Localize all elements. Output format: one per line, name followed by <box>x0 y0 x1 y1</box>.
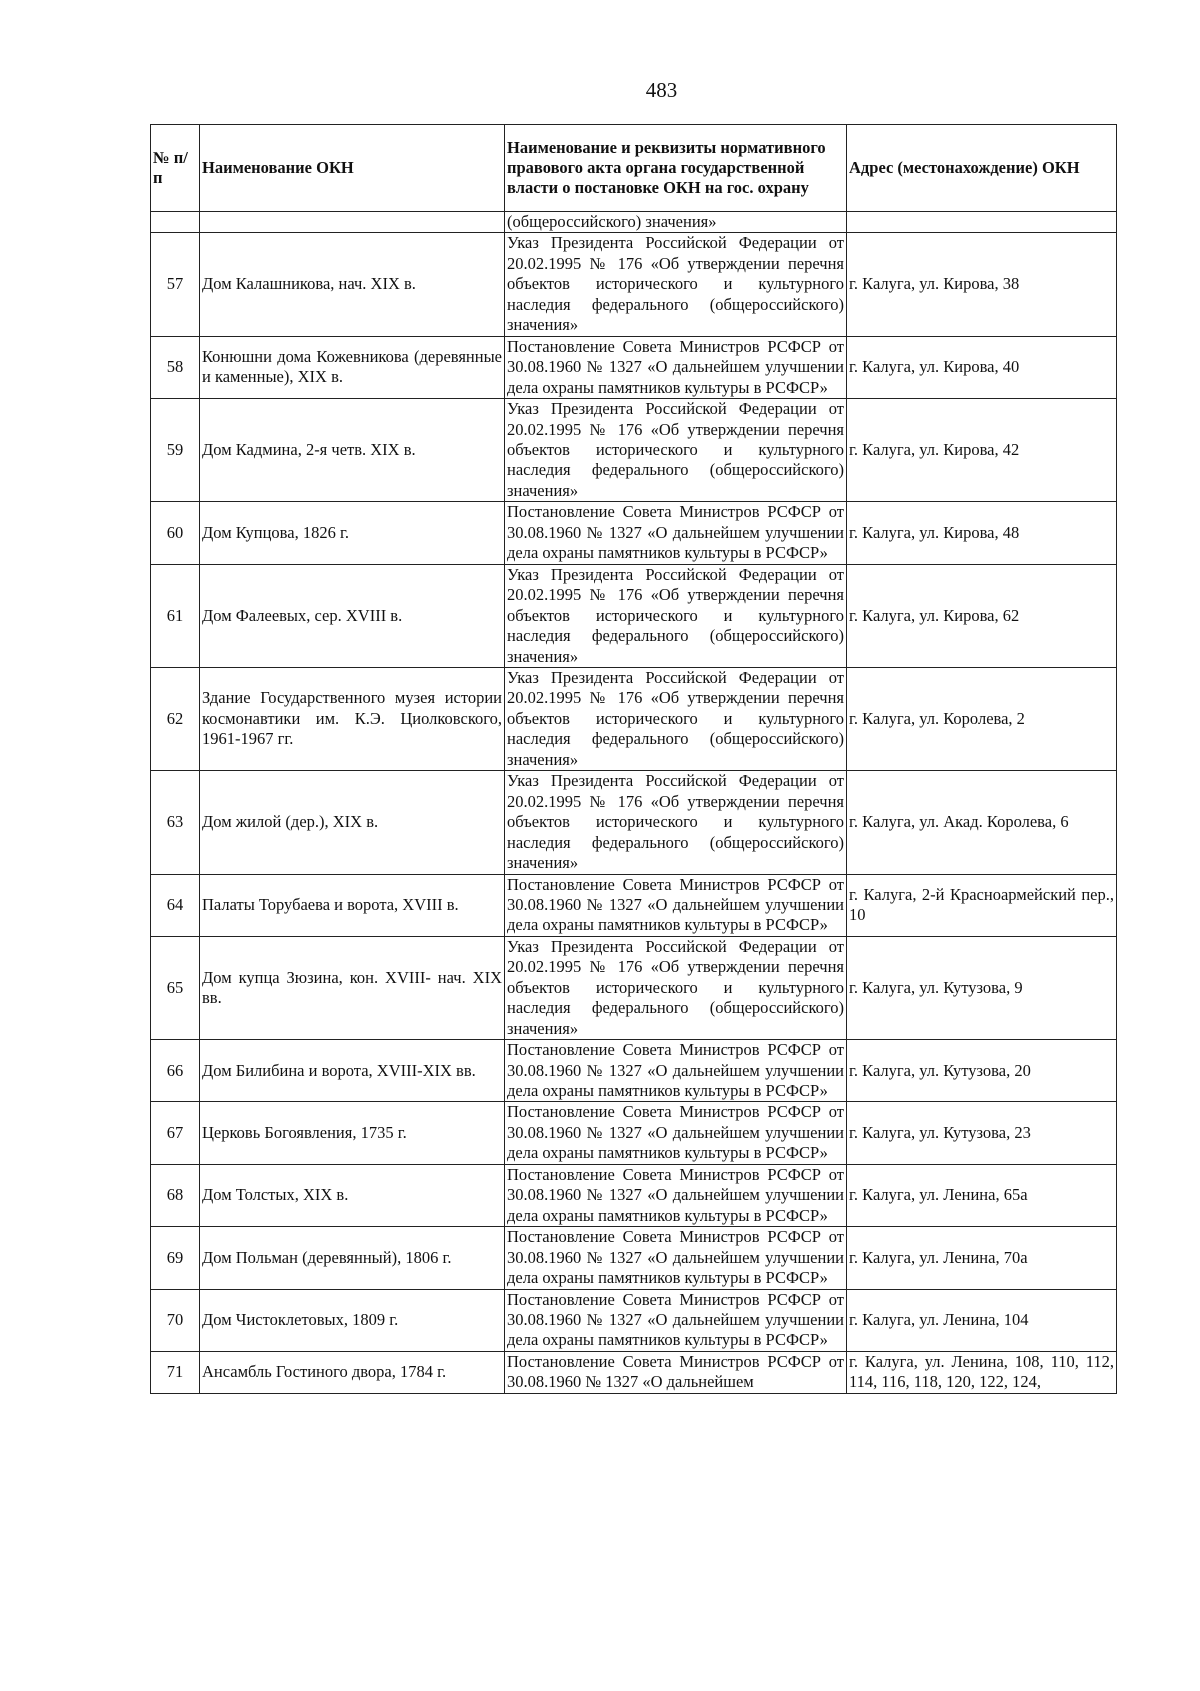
row-number: 66 <box>151 1040 200 1102</box>
okn-name: Дом жилой (дер.), XIX в. <box>200 771 505 874</box>
table-row <box>151 874 1117 936</box>
okn-name: Палаты Торубаева и ворота, XVIII в. <box>200 874 505 936</box>
table-row <box>151 399 1117 502</box>
legal-act: Постановление Совета Министров РСФСР от 30.08.1960 № 1327 «О дальнейшем улучшении дела охраны памятников культуры в РСФСР» <box>505 1227 847 1289</box>
continuation-row <box>151 212 1117 233</box>
continuation-name <box>200 212 505 233</box>
legal-act: Постановление Совета Министров РСФСР от 30.08.1960 № 1327 «О дальнейшем улучшении дела охраны памятников культуры в РСФСР» <box>505 1040 847 1102</box>
table-row <box>151 1351 1117 1393</box>
header-num: № п/п <box>151 125 200 212</box>
header-name: Наименование ОКН <box>200 125 505 212</box>
table-header <box>151 125 1117 212</box>
table-row <box>151 564 1117 667</box>
row-number: 68 <box>151 1164 200 1226</box>
okn-name: Конюшни дома Кожевникова (деревянные и каменные), XIX в. <box>200 336 505 398</box>
table-row <box>151 1289 1117 1351</box>
okn-address: г. Калуга, ул. Кирова, 62 <box>847 564 1117 667</box>
okn-name: Дом Калашникова, нач. XIX в. <box>200 233 505 336</box>
okn-address: г. Калуга, ул. Кирова, 38 <box>847 233 1117 336</box>
okn-name: Дом Кадмина, 2-я четв. XIX в. <box>200 399 505 502</box>
table-row <box>151 771 1117 874</box>
okn-name: Дом Толстых, XIX в. <box>200 1164 505 1226</box>
legal-act: Постановление Совета Министров РСФСР от 30.08.1960 № 1327 «О дальнейшем улучшении дела охраны памятников культуры в РСФСР» <box>505 1289 847 1351</box>
row-number: 57 <box>151 233 200 336</box>
legal-act: Постановление Совета Министров РСФСР от 30.08.1960 № 1327 «О дальнейшем улучшении дела охраны памятников культуры в РСФСР» <box>505 874 847 936</box>
okn-name: Дом купца Зюзина, кон. XVIII- нач. XIX вв. <box>200 936 505 1039</box>
okn-name: Церковь Богоявления, 1735 г. <box>200 1102 505 1164</box>
legal-act: Постановление Совета Министров РСФСР от 30.08.1960 № 1327 «О дальнейшем <box>505 1351 847 1393</box>
okn-address: г. Калуга, 2-й Красноармейский пер., 10 <box>847 874 1117 936</box>
legal-act: Постановление Совета Министров РСФСР от 30.08.1960 № 1327 «О дальнейшем улучшении дела охраны памятников культуры в РСФСР» <box>505 1102 847 1164</box>
row-number: 59 <box>151 399 200 502</box>
okn-name: Дом Купцова, 1826 г. <box>200 502 505 564</box>
table-row <box>151 502 1117 564</box>
continuation-num <box>151 212 200 233</box>
continuation-address <box>847 212 1117 233</box>
table-row <box>151 233 1117 336</box>
table-row <box>151 336 1117 398</box>
header-address: Адрес (местонахождение) ОКН <box>847 125 1117 212</box>
row-number: 69 <box>151 1227 200 1289</box>
row-number: 63 <box>151 771 200 874</box>
table-row <box>151 1164 1117 1226</box>
row-number: 58 <box>151 336 200 398</box>
okn-address: г. Калуга, ул. Ленина, 65а <box>847 1164 1117 1226</box>
okn-address: г. Калуга, ул. Кутузова, 20 <box>847 1040 1117 1102</box>
okn-name: Ансамбль Гостиного двора, 1784 г. <box>200 1351 505 1393</box>
okn-address: г. Калуга, ул. Кутузова, 9 <box>847 936 1117 1039</box>
legal-act: Постановление Совета Министров РСФСР от 30.08.1960 № 1327 «О дальнейшем улучшении дела охраны памятников культуры в РСФСР» <box>505 1164 847 1226</box>
row-number: 62 <box>151 667 200 770</box>
row-number: 60 <box>151 502 200 564</box>
okn-name: Дом Фалеевых, сер. XVIII в. <box>200 564 505 667</box>
row-number: 64 <box>151 874 200 936</box>
okn-address: г. Калуга, ул. Кирова, 42 <box>847 399 1117 502</box>
okn-address: г. Калуга, ул. Ленина, 70а <box>847 1227 1117 1289</box>
okn-name: Дом Билибина и ворота, XVIII-XIX вв. <box>200 1040 505 1102</box>
table-row <box>151 667 1117 770</box>
row-number: 67 <box>151 1102 200 1164</box>
okn-address: г. Калуга, ул. Королева, 2 <box>847 667 1117 770</box>
okn-address: г. Калуга, ул. Акад. Королева, 6 <box>847 771 1117 874</box>
continuation-act: (общероссийского) значения» <box>505 212 847 233</box>
page-number: 483 <box>645 78 678 102</box>
okn-name: Дом Чистоклетовых, 1809 г. <box>200 1289 505 1351</box>
legal-act: Указ Президента Российской Федерации от 20.02.1995 № 176 «Об утверждении перечня объектов исторического и культурного наследия федерального (общероссийского) значения» <box>505 233 847 336</box>
row-number: 61 <box>151 564 200 667</box>
okn-address: г. Калуга, ул. Кирова, 48 <box>847 502 1117 564</box>
okn-name: Дом Польман (деревянный), 1806 г. <box>200 1227 505 1289</box>
table-body <box>151 212 1117 1394</box>
legal-act: Указ Президента Российской Федерации от 20.02.1995 № 176 «Об утверждении перечня объектов исторического и культурного наследия федерального (общероссийского) значения» <box>505 399 847 502</box>
okn-address: г. Калуга, ул. Кутузова, 23 <box>847 1102 1117 1164</box>
okn-address: г. Калуга, ул. Кирова, 40 <box>847 336 1117 398</box>
row-number: 65 <box>151 936 200 1039</box>
okn-address: г. Калуга, ул. Ленина, 108, 110, 112, 114, 116, 118, 120, 122, 124, <box>847 1351 1117 1393</box>
legal-act: Указ Президента Российской Федерации от 20.02.1995 № 176 «Об утверждении перечня объектов исторического и культурного наследия федерального (общероссийского) значения» <box>505 667 847 770</box>
table-row <box>151 1102 1117 1164</box>
table-row <box>151 936 1117 1039</box>
legal-act: Указ Президента Российской Федерации от 20.02.1995 № 176 «Об утверждении перечня объектов исторического и культурного наследия федерального (общероссийского) значения» <box>505 771 847 874</box>
legal-act: Постановление Совета Министров РСФСР от 30.08.1960 № 1327 «О дальнейшем улучшении дела охраны памятников культуры в РСФСР» <box>505 502 847 564</box>
legal-act: Указ Президента Российской Федерации от 20.02.1995 № 176 «Об утверждении перечня объектов исторического и культурного наследия федерального (общероссийского) значения» <box>505 564 847 667</box>
okn-address: г. Калуга, ул. Ленина, 104 <box>847 1289 1117 1351</box>
table-row <box>151 1040 1117 1102</box>
row-number: 71 <box>151 1351 200 1393</box>
okn-table <box>150 124 1117 1394</box>
okn-name: Здание Государственного музея истории космонавтики им. К.Э. Циолковского, 1961-1967 гг. <box>200 667 505 770</box>
legal-act: Указ Президента Российской Федерации от 20.02.1995 № 176 «Об утверждении перечня объектов исторического и культурного наследия федерального (общероссийского) значения» <box>505 936 847 1039</box>
header-act: Наименование и реквизиты нормативного правового акта органа государственной власти о постановке ОКН на гос. охрану <box>505 125 847 212</box>
row-number: 70 <box>151 1289 200 1351</box>
table-row <box>151 1227 1117 1289</box>
legal-act: Постановление Совета Министров РСФСР от 30.08.1960 № 1327 «О дальнейшем улучшении дела охраны памятников культуры в РСФСР» <box>505 336 847 398</box>
